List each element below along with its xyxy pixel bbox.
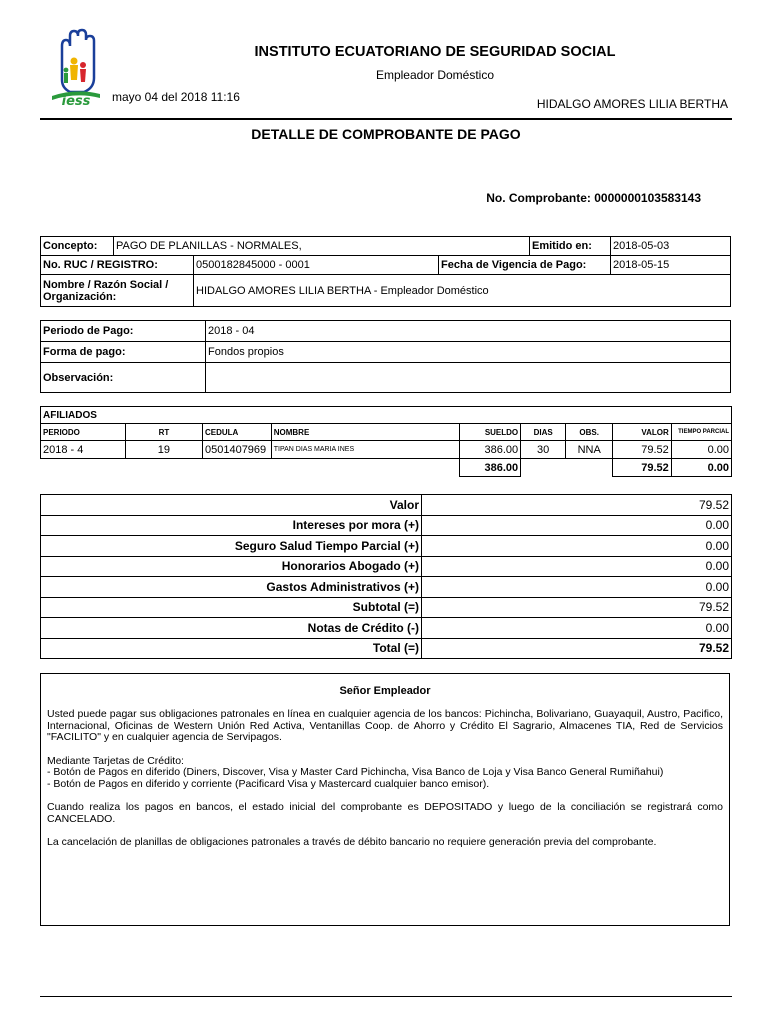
afiliados-table	[40, 406, 732, 477]
afiliados-title: AFILIADOS	[41, 407, 732, 424]
total-tiempo: 0.00	[671, 459, 731, 477]
forma-value: Fondos propios	[206, 342, 731, 363]
forma-label: Forma de pago:	[41, 342, 206, 363]
summary-value-valor: 79.52	[422, 495, 732, 516]
nombre-label-line1: Nombre / Razón Social /	[43, 278, 169, 291]
summary-label-honorarios: Honorarios Abogado (+)	[41, 556, 422, 577]
logo-text: iess	[61, 94, 91, 109]
col-periodo: PERIODO	[41, 424, 126, 441]
emitido-value: 2018-05-03	[611, 237, 731, 256]
notice-p2-line1: Mediante Tarjetas de Crédito:	[47, 754, 184, 767]
summary-label-total: Total (=)	[41, 638, 422, 659]
notice-p4: La cancelación de planillas de obligaciones patronales a través de débito bancario no requiere generación previa del comprobante.	[47, 836, 657, 848]
summary-value-honorarios: 0.00	[422, 556, 732, 577]
summary-row	[41, 597, 732, 618]
total-valor: 79.52	[613, 459, 671, 477]
row-nombre: TIPAN DIAS MARIA INES	[271, 441, 460, 459]
notice-p2-line2: - Botón de Pagos en diferido (Diners, Discover, Visa y Master Card Pichincha, Visa Banco de Loja y Visa Banco General Rumiñahui)	[47, 766, 664, 778]
col-nombre: NOMBRE	[271, 424, 460, 441]
user-name: HIDALGO AMORES LILIA BERTHA	[536, 97, 728, 111]
summary-label-seguro: Seguro Salud Tiempo Parcial (+)	[41, 536, 422, 557]
summary-label-gastos: Gastos Administrativos (+)	[41, 577, 422, 598]
summary-label-valor: Valor	[41, 495, 422, 516]
notice-title: Señor Empleador	[339, 685, 431, 697]
nombre-label-line2: Organización:	[43, 290, 117, 303]
institute-subtitle: Empleador Doméstico	[375, 68, 495, 82]
summary-row	[41, 577, 732, 598]
comprobante-number	[486, 191, 701, 205]
summary-row	[41, 495, 732, 516]
obs-value	[206, 363, 731, 393]
obs-label: Observación:	[41, 363, 206, 393]
summary-row	[41, 515, 732, 536]
summary-value-gastos: 0.00	[422, 577, 732, 598]
row-rt: 19	[125, 441, 202, 459]
vigencia-label: Fecha de Vigencia de Pago:	[439, 256, 611, 275]
summary-value-intereses: 0.00	[422, 515, 732, 536]
header-divider	[40, 118, 732, 120]
notice-p3: Cuando realiza los pagos en bancos, el estado inicial del comprobante es DEPOSITADO y luego de la conciliación se registrará como CANCELADO.	[47, 801, 723, 825]
periodo-value: 2018 - 04	[206, 321, 731, 342]
col-obs: OBS.	[566, 424, 613, 441]
notice-p2-line3: - Botón de Pagos en diferido y corriente (Pacificard Visa y Mastercard cualquier banco emisor).	[47, 777, 490, 790]
summary-label-notas: Notas de Crédito (-)	[41, 618, 422, 639]
summary-value-notas: 0.00	[422, 618, 732, 639]
info-table	[40, 236, 731, 307]
total-sueldo: 386.00	[460, 459, 521, 477]
row-periodo: 2018 - 4	[41, 441, 126, 459]
periodo-label: Periodo de Pago:	[41, 321, 206, 342]
col-sueldo: SUELDO	[460, 424, 521, 441]
summary-row	[41, 618, 732, 639]
col-rt: RT	[125, 424, 202, 441]
concepto-label: Concepto:	[41, 237, 114, 256]
ruc-label: No. RUC / REGISTRO:	[41, 256, 194, 275]
summary-value-subtotal: 79.52	[422, 597, 732, 618]
col-valor: VALOR	[613, 424, 671, 441]
summary-label-subtotal: Subtotal (=)	[41, 597, 422, 618]
nombre-value: HIDALGO AMORES LILIA BERTHA - Empleador Doméstico	[194, 275, 731, 307]
row-dias: 30	[521, 441, 566, 459]
nombre-label	[41, 275, 194, 307]
iess-logo	[50, 28, 102, 110]
summary-row	[41, 536, 732, 557]
page-title: DETALLE DE COMPROBANTE DE PAGO	[251, 126, 521, 142]
institute-title: INSTITUTO ECUATORIANO DE SEGURIDAD SOCIAL	[254, 44, 616, 60]
table-row	[41, 441, 732, 459]
notice-p1: Usted puede pagar sus obligaciones patronales en línea en cualquier agencia de los bancos: Pichincha, Bolivariano, Guayaquil, Austro, Pacifico, Internacional, Oficinas de Western Unión Red Activa, Ventanillas Coop. de Ahorro y Crédito El Sagrario, Almacenes TIA, Red de Servicios "FACILITO" y en cualquier agencia de Servipagos.	[47, 708, 723, 743]
col-dias: DIAS	[521, 424, 566, 441]
summary-value-total: 79.52	[422, 638, 732, 659]
emitido-label: Emitido en:	[530, 237, 611, 256]
row-sueldo: 386.00	[460, 441, 521, 459]
vigencia-value: 2018-05-15	[611, 256, 731, 275]
summary-table	[40, 494, 732, 659]
row-tiempo: 0.00	[671, 441, 731, 459]
row-valor: 79.52	[613, 441, 671, 459]
col-cedula: CEDULA	[202, 424, 271, 441]
footer-divider	[40, 996, 732, 997]
employer-notice	[40, 673, 730, 926]
print-date: mayo 04 del 2018 11:16	[112, 90, 240, 104]
comprobante-value: 0000000103583143	[594, 191, 701, 205]
summary-row	[41, 638, 732, 659]
ruc-value: 0500182845000 - 0001	[194, 256, 439, 275]
comprobante-label: No. Comprobante:	[486, 191, 591, 205]
summary-value-seguro: 0.00	[422, 536, 732, 557]
row-obs: NNA	[566, 441, 613, 459]
concepto-value: PAGO DE PLANILLAS - NORMALES,	[114, 237, 530, 256]
pago-table	[40, 320, 731, 393]
col-tiempo-parcial: TIEMPO PARCIAL	[671, 424, 731, 441]
summary-row	[41, 556, 732, 577]
row-cedula: 0501407969	[202, 441, 271, 459]
summary-label-intereses: Intereses por mora (+)	[41, 515, 422, 536]
